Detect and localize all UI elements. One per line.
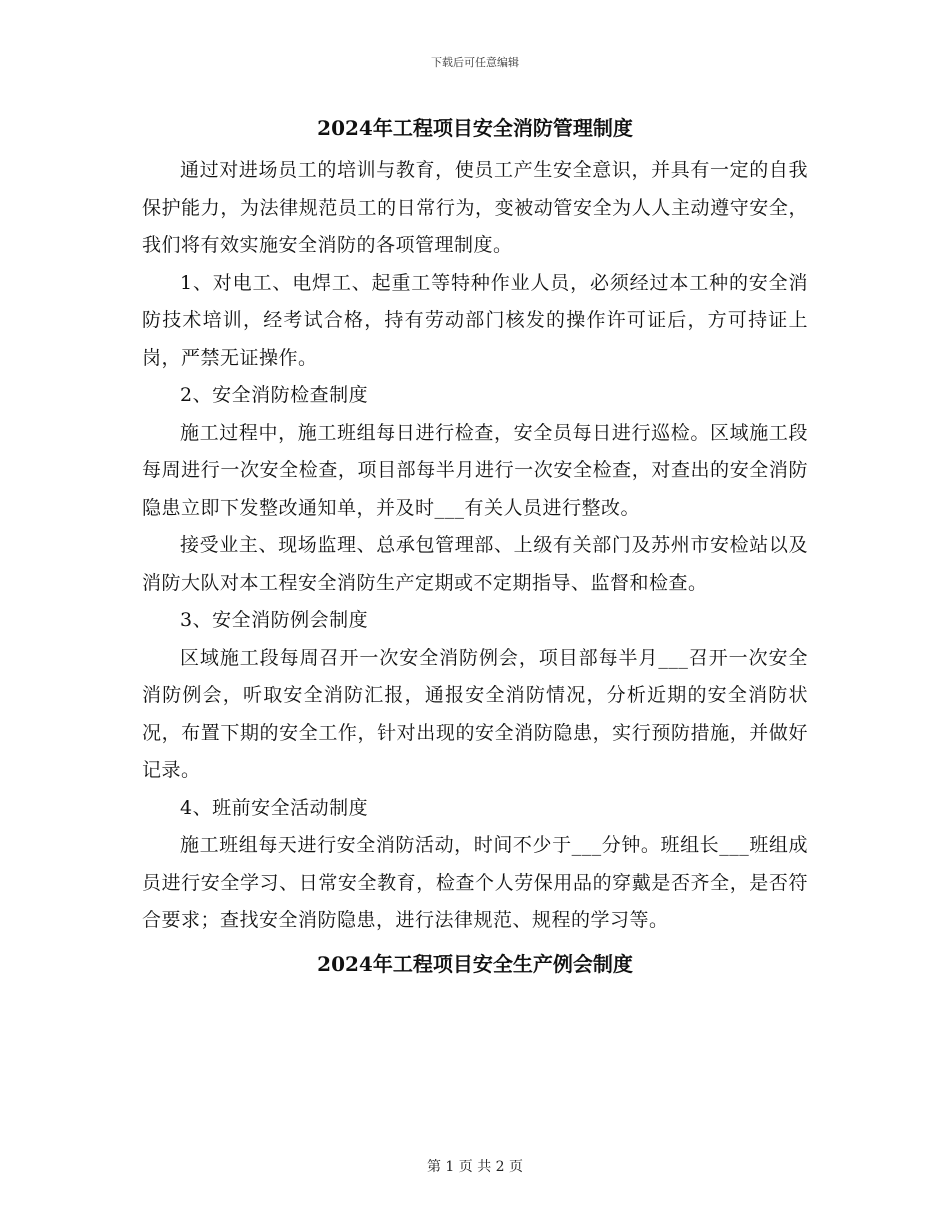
- document-body: [142, 112, 808, 988]
- paragraph-meetings: 区域施工段每周召开一次安全消防例会，项目部每半月___召开一次安全消防例会，听取安全消防汇报，通报安全消防情况，分析近期的安全消防状况，布置下期的安全工作，针对出现的安全消防隐患，实行预防措施，并做好记录。: [142, 646, 808, 781]
- paragraph-supervision: 接受业主、现场监理、总承包管理部、上级有关部门及苏州市安检站以及消防大队对本工程安全消防生产定期或不定期指导、监督和检查。: [142, 534, 808, 594]
- header-note: 下载后可任意编辑: [431, 56, 519, 69]
- page-footer: 第 1 页 共 2 页: [426, 1159, 524, 1175]
- paragraph-intro: 通过对进场员工的培训与教育，使员工产生安全意识，并具有一定的自我保护能力，为法律规范员工的日常行为，变被动管安全为人人主动遵守安全，我们将有效实施安全消防的各项管理制度。: [142, 159, 808, 256]
- paragraph-inspection: 施工过程中，施工班组每日进行检查，安全员每日进行巡检。区域施工段每周进行一次安全检查，项目部每半月进行一次安全检查，对查出的安全消防隐患立即下发整改通知单，并及时___有关人员进行整改。: [142, 421, 808, 519]
- section-heading-4: 4、班前安全活动制度: [180, 796, 369, 819]
- paragraph-pre-shift: 施工班组每天进行安全消防活动，时间不少于___分钟。班组长___班组成员进行安全学习、日常安全教育，检查个人劳保用品的穿戴是否齐全，是否符合要求；查找安全消防隐患，进行法律规范、规程的学习等。: [142, 834, 808, 931]
- document-title: 2024年工程项目安全消防管理制度: [317, 116, 633, 140]
- section-heading-2: 2、安全消防检查制度: [180, 384, 369, 406]
- section-heading-3: 3、安全消防例会制度: [180, 609, 369, 631]
- paragraph-item-1: 1、对电工、电焊工、起重工等特种作业人员，必须经过本工种的安全消防技术培训，经考试合格，持有劳动部门核发的操作许可证后，方可持证上岗，严禁无证操作。: [142, 271, 808, 369]
- second-document-title: 2024年工程项目安全生产例会制度: [317, 951, 633, 976]
